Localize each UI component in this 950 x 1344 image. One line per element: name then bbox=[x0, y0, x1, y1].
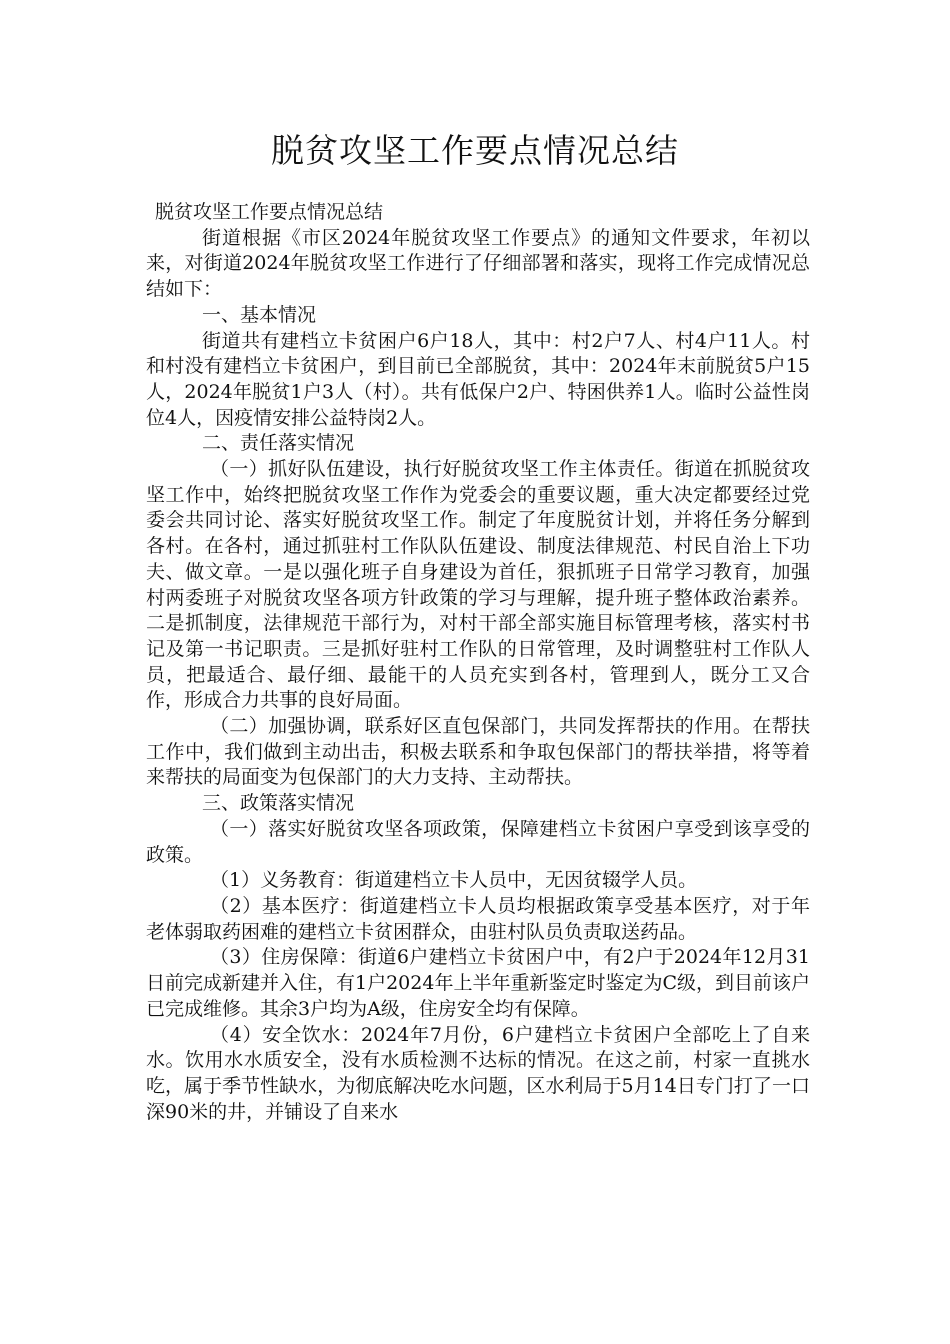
document-body bbox=[146, 200, 810, 1125]
paragraph: 一、基本情况 bbox=[202, 303, 317, 326]
paragraph: （一）落实好脱贫攻坚各项政策，保障建档立卡贫困户享受到该享受的政策。 bbox=[146, 817, 810, 866]
paragraph: 二、责任落实情况 bbox=[202, 432, 355, 455]
paragraph: （一）抓好队伍建设，执行好脱贫攻坚工作主体责任。街道在抓脱贫攻坚工作中，始终把脱贫攻坚工作作为党委会的重要议题，重大决定都要经过党委会共同讨论、落实好脱贫攻坚工作。制定了年度脱贫计划，并将任务分解到各村。在各村，通过抓驻村工作队队伍建设、制度法律规范、村民自治上下功夫、做文章。一是以强化班子自身建设为首任，狠抓班子日常学习教育，加强村两委班子对脱贫攻坚各项方针政策的学习与理解，提升班子整体政治素养。二是抓制度，法律规范干部行为，对村干部全部实施目标管理考核，落实村书记及第一书记职责。三是抓好驻村工作队的日常管理，及时调整驻村工作队人员，把最适合、最仔细、最能干的人员充实到各村，管理到人，既分工又合作，形成合力共事的良好局面。 bbox=[146, 458, 810, 712]
paragraph: 街道共有建档立卡贫困户6户18人，其中：村2户7人、村4户11人。村和村没有建档立卡贫困户，到目前已全部脱贫，其中：2024年末前脱贫5户15人，2024年脱贫1户3人（村）。共有低保户2户、特困供养1人。临时公益性岗位4人，因疫情安排公益特岗2人。 bbox=[146, 329, 810, 429]
paragraph: （3）住房保障：街道6户建档立卡贫困户中，有2户于2024年12月31日前完成新建并入住，有1户2024年上半年重新鉴定时鉴定为C级，到目前该户已完成维修。其余3户均为A级，住房安全均有保障。 bbox=[146, 946, 810, 1020]
paragraph: （2）基本医疗：街道建档立卡人员均根据政策享受基本医疗，对于年老体弱取药困难的建档立卡贫困群众，由驻村队员负责取送药品。 bbox=[146, 894, 810, 943]
paragraph: 脱贫攻坚工作要点情况总结 bbox=[155, 201, 384, 223]
paragraph: 三、政策落实情况 bbox=[202, 792, 355, 815]
paragraph: （1）义务教育：街道建档立卡人员中，无因贫辍学人员。 bbox=[210, 869, 698, 892]
document-title: 脱贫攻坚工作要点情况总结 bbox=[271, 131, 679, 170]
paragraph: 街道根据《市区2024年脱贫攻坚工作要点》的通知文件要求，年初以来，对街道2024年脱贫攻坚工作进行了仔细部署和落实，现将工作完成情况总结如下： bbox=[146, 226, 810, 301]
paragraph: （二）加强协调，联系好区直包保部门，共同发挥帮扶的作用。在帮扶工作中，我们做到主动出击，积极去联系和争取包保部门的帮扶举措，将等着来帮扶的局面变为包保部门的大力支持、主动帮扶。 bbox=[146, 715, 810, 789]
paragraph: （4）安全饮水：2024年7月份，6户建档立卡贫困户全部吃上了自来水。饮用水水质安全，没有水质检测不达标的情况。在这之前，村家一直挑水吃，属于季节性缺水，为彻底解决吃水问题，区水利局于5月14日专门打了一口深90米的井，并铺设了自来水 bbox=[146, 1023, 810, 1123]
